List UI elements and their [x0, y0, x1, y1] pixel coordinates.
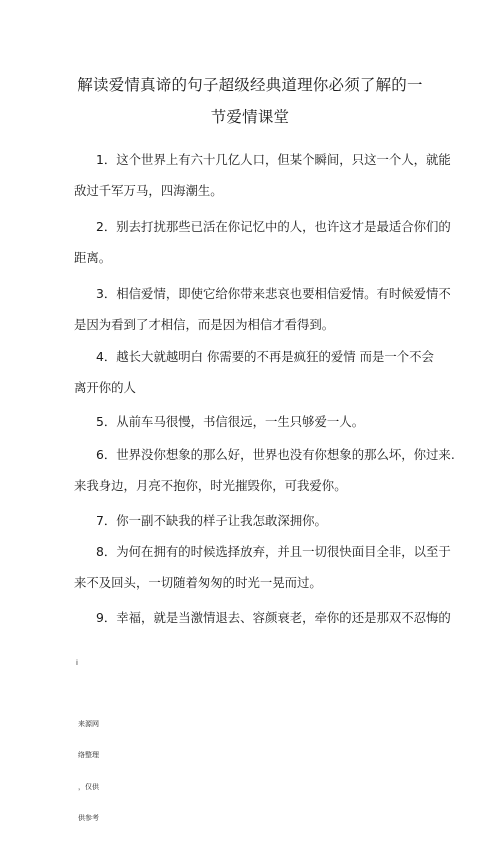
paragraph-line: 1．这个世界上有六十几亿人口，但某个瞬间，只这一个人，就能	[96, 152, 451, 167]
paragraph-line: 7．你一副不缺我的样子让我怎敢深拥你。	[96, 513, 327, 528]
paragraph-line: 是因为看到了才相信，而是因为相信才看得到。	[74, 317, 335, 332]
document-title-line-2: 节爱情课堂	[210, 108, 290, 126]
paragraph-line: 3．相信爱情，即使它给你带来悲哀也要相信爱情。有时候爱情不	[96, 286, 451, 301]
paragraph-line: 来不及回头，一切随着匆匆的时光一晃而过。	[74, 575, 322, 590]
paragraph-line: 2．别去打扰那些已活在你记忆中的人，也许这才是最适合你们的	[96, 219, 451, 234]
paragraph-line: 4．越长大就越明白 你需要的不再是疯狂的爱情 而是一个不会	[96, 349, 434, 364]
paragraph-line: 8．为何在拥有的时候选择放弃，并且一切很快面目全非，以至于	[96, 544, 451, 559]
paragraph-line: 来我身边，月亮不抱你，时光摧毁你，可我爱你。	[74, 478, 347, 493]
source-note-line: 络整理	[78, 751, 99, 759]
source-note-mark: i	[76, 659, 78, 667]
source-note-line: 来源网	[78, 719, 99, 728]
paragraph-line: 5．从前车马很慢，书信很远，一生只够爱一人。	[96, 414, 365, 429]
document-title-line-1: 解读爱情真谛的句子超级经典道理你必须了解的一	[77, 76, 423, 94]
paragraph-line: 离开你的人	[74, 380, 136, 395]
paragraph-line: 距离。	[74, 250, 112, 265]
paragraph-line: 6．世界没你想象的那么好，世界也没有你想象的那么坏，你过来.	[96, 447, 455, 462]
source-note-line: ，仅供	[78, 782, 99, 791]
source-note-line: 供参考	[78, 814, 99, 822]
paragraph-line: 敌过千军万马，四海潮生。	[74, 183, 223, 198]
source-note	[72, 660, 99, 855]
paragraph-line: 9．幸福，就是当激情退去、容颜衰老，牵你的还是那双不忍悔的	[96, 610, 451, 625]
